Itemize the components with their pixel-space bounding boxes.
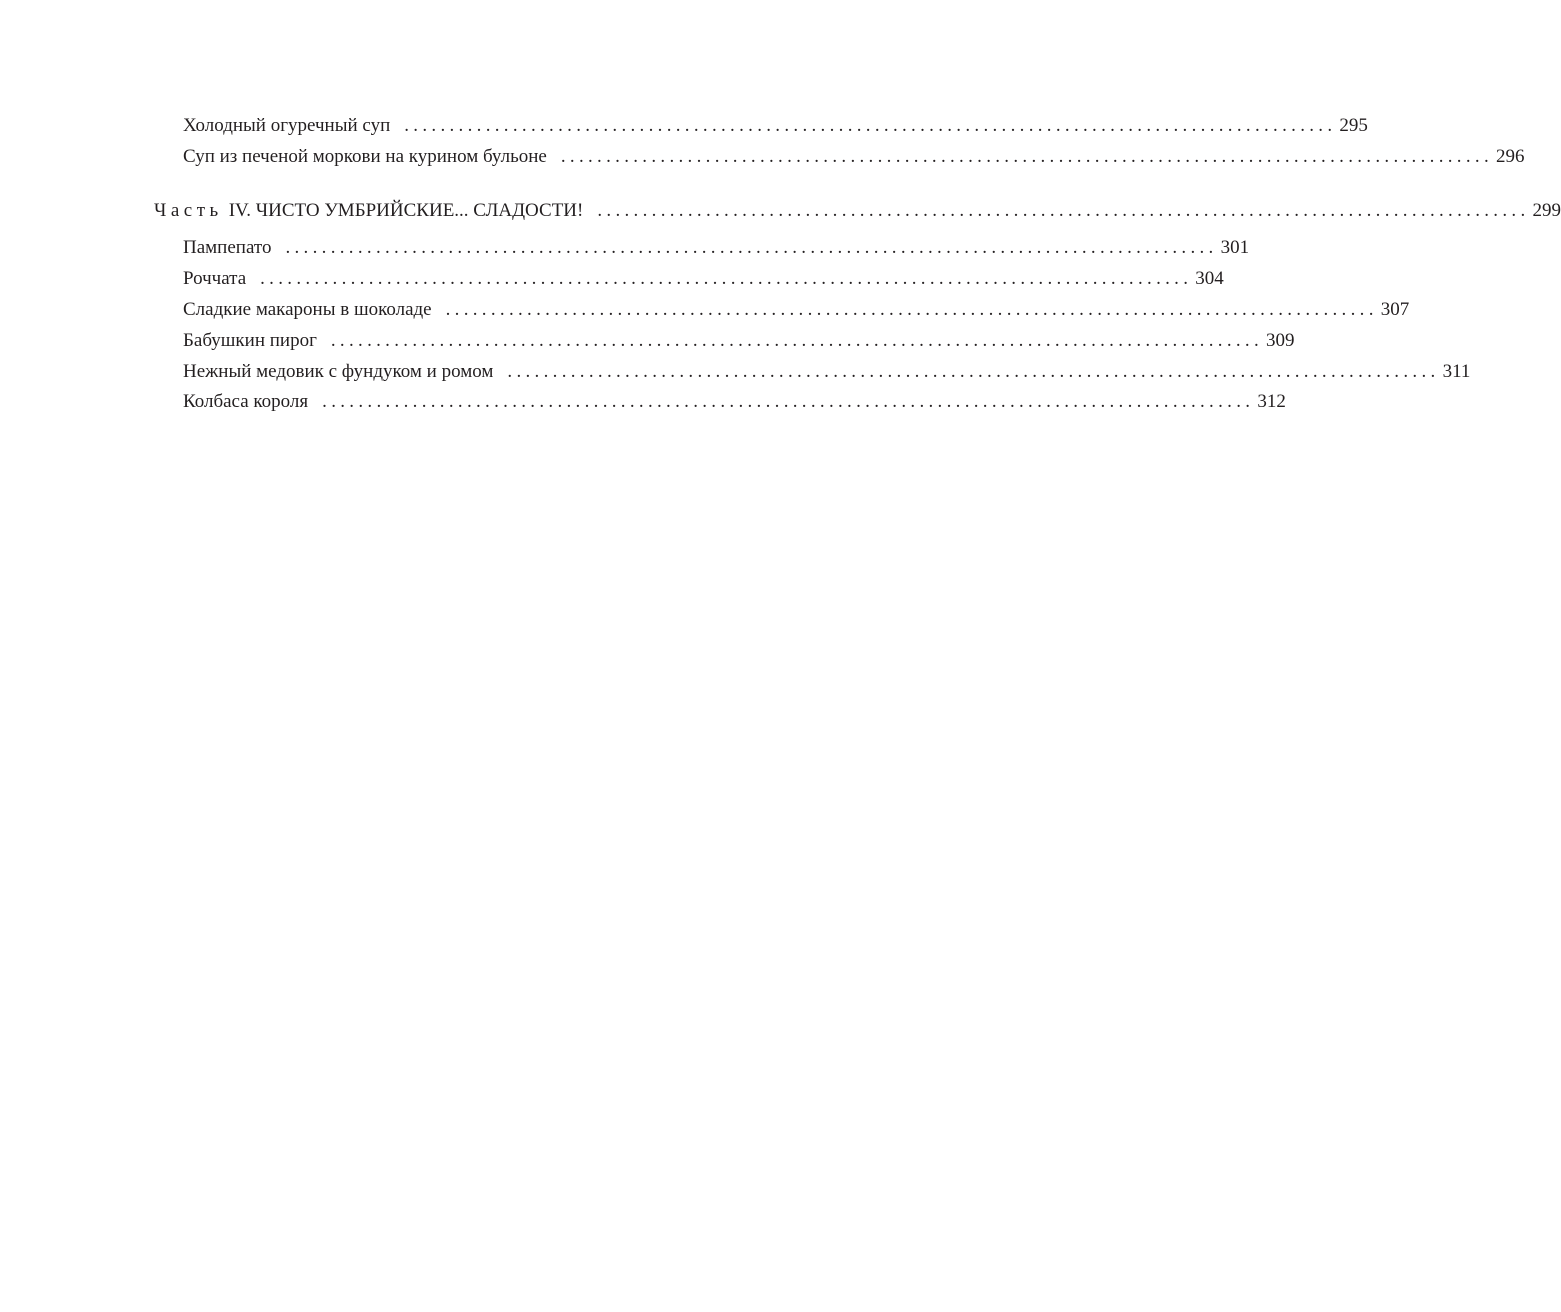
dot-leader: ....................................................................................................... — [597, 200, 1530, 221]
toc-entry-page: 301 — [1220, 237, 1250, 258]
toc-part-label: Часть — [154, 200, 223, 221]
dot-leader: ....................................................................................................... — [285, 237, 1218, 258]
toc-part-heading — [154, 199, 1561, 223]
toc-entry — [183, 236, 1250, 260]
dot-leader: ....................................................................................................... — [560, 146, 1493, 167]
dot-leader: ....................................................................................................... — [330, 330, 1264, 351]
dot-leader: ....................................................................................................... — [507, 361, 1440, 382]
toc-entry-title: Холодный огуречный суп — [183, 115, 391, 136]
toc-entry — [183, 298, 1410, 322]
dot-leader: ....................................................................................................... — [322, 391, 1255, 412]
toc-entry — [183, 390, 1286, 414]
toc-entry — [183, 267, 1224, 291]
toc-entry — [183, 145, 1525, 169]
toc-entry-page: 312 — [1257, 391, 1286, 412]
dot-leader: ....................................................................................................... — [445, 299, 1378, 320]
toc-entry-title: Нежный медовик с фундуком и ромом — [183, 361, 494, 382]
toc-entry-page: 307 — [1380, 299, 1410, 320]
dot-leader: ....................................................................................................... — [404, 115, 1337, 136]
dot-leader: ....................................................................................................... — [260, 268, 1193, 289]
toc-entry — [183, 329, 1295, 353]
toc-entry-page: 304 — [1195, 268, 1224, 289]
toc-entry-title: Бабушкин пирог — [183, 330, 317, 351]
toc-entry-page: 295 — [1339, 115, 1368, 136]
toc-entry-title: Суп из печеной моркови на курином бульоне — [183, 146, 547, 167]
toc-entry-page: 296 — [1496, 146, 1525, 167]
toc-entry — [183, 360, 1471, 384]
toc-entry-page: 311 — [1442, 361, 1471, 382]
toc-entry-title: Пампепато — [183, 237, 272, 258]
toc-entry-page: 309 — [1266, 330, 1295, 351]
toc-entry-title: Колбаса короля — [183, 391, 309, 412]
toc-part-title: IV. ЧИСТО УМБРИЙСКИЕ... СЛАДОСТИ! — [228, 200, 584, 221]
toc-entry-title: Роччата — [183, 268, 247, 289]
toc-entry-title: Сладкие макароны в шоколаде — [183, 299, 432, 320]
toc-part-page: 299 — [1532, 200, 1561, 221]
toc-entry — [183, 114, 1368, 138]
